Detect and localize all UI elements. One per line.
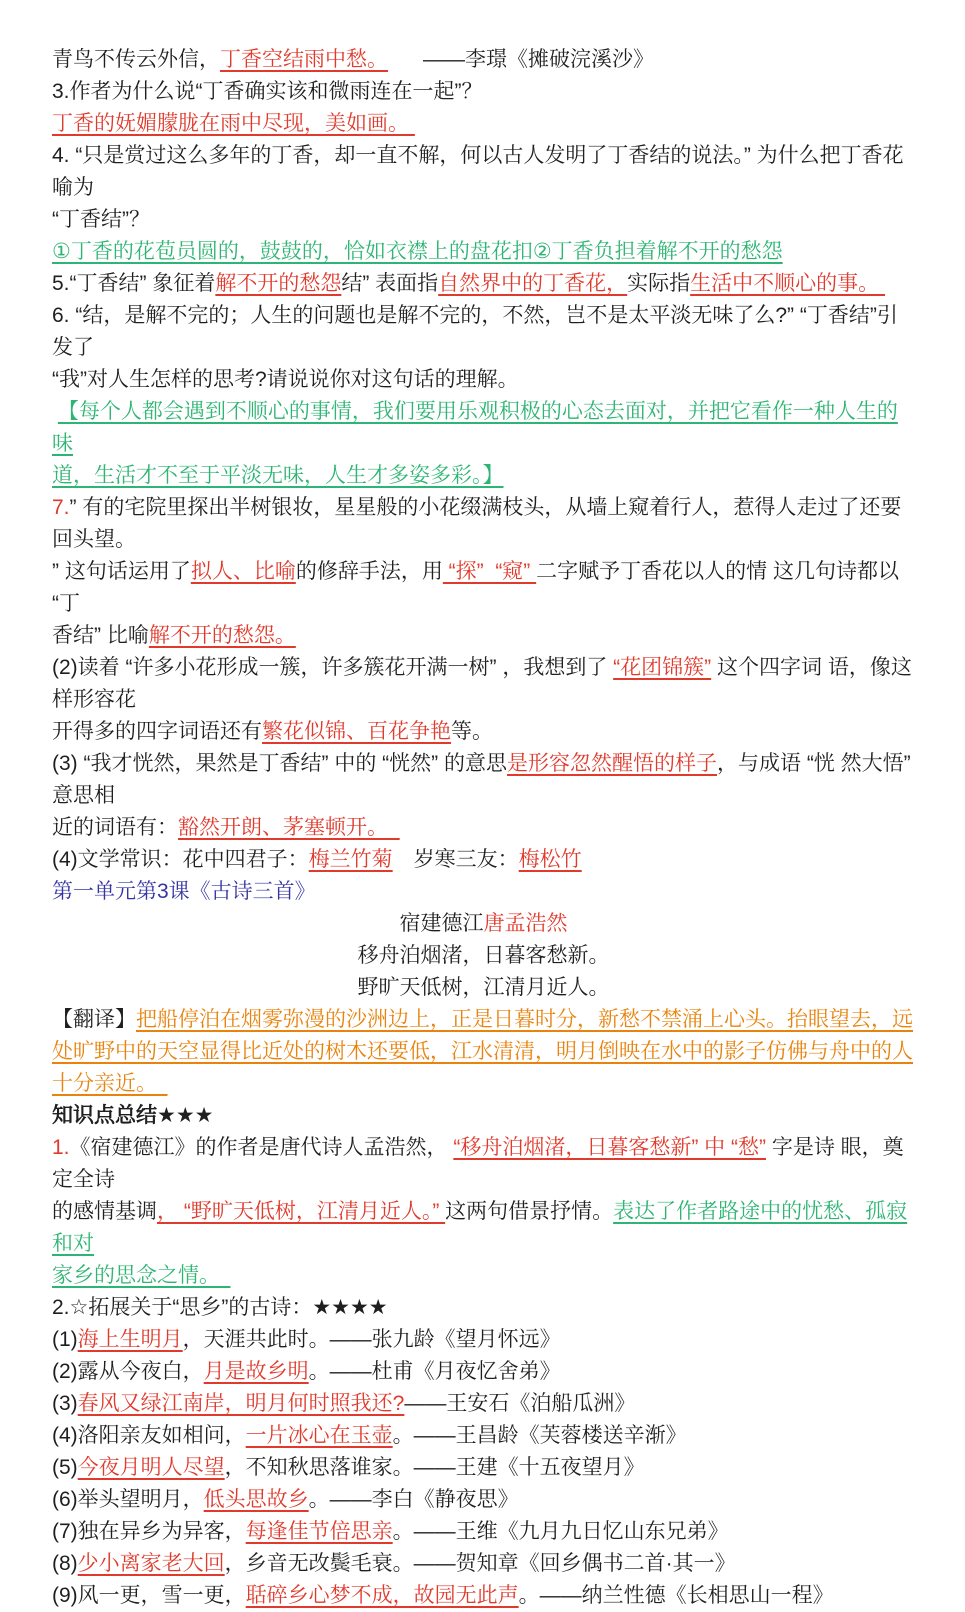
text-line	[52, 940, 915, 972]
text-line	[52, 972, 915, 1004]
text-run: 青鸟不传云外信，	[52, 48, 220, 71]
text-run: 低头思故乡	[203, 1488, 309, 1511]
text-run: 字是诗 眼，奠定全诗	[52, 1136, 904, 1191]
text-run: 岁寒三友：	[392, 848, 519, 871]
text-run: 。——纳兰性德《长相思山一程》	[518, 1584, 834, 1607]
text-run: 解不开的愁怨。	[148, 624, 296, 647]
text-line	[52, 652, 915, 716]
text-run: 。——李白《静夜思》	[308, 1488, 519, 1511]
text-run: “移舟泊烟渚，日暮客愁新” 中 “愁”	[453, 1136, 766, 1159]
text-line	[52, 492, 915, 556]
text-run: 4. “只是赏过这么多年的丁香，却一直不解，何以古人发明了丁香结的说法。” 为什么把丁香花喻为	[52, 144, 904, 199]
text-run: (8)	[52, 1552, 78, 1575]
text-line	[52, 1068, 915, 1100]
text-line	[52, 1484, 915, 1516]
text-run: 生活中不顺心的事。	[690, 272, 886, 295]
text-run: 结” 表面指	[341, 272, 439, 295]
text-line	[52, 716, 915, 748]
text-line	[52, 1004, 915, 1036]
text-run: 【每个人都会遇到不顺心的事情，我们要用乐观积极的心态去面对，并把它看作一种人生的味	[52, 400, 898, 455]
text-run: 。——王昌龄《芙蓉楼送辛渐》	[392, 1424, 687, 1447]
text-line	[52, 76, 915, 108]
text-run: 解不开的愁怨	[215, 272, 342, 295]
text-run: “丁香结”？	[52, 208, 150, 231]
text-run: ， “野旷天低树，江清月近人。”	[157, 1200, 446, 1223]
text-run: 这两句借景抒情。	[445, 1200, 614, 1223]
text-run: ” 这句话运用了	[52, 560, 191, 583]
text-run: 5.“丁香结” 象征着	[52, 272, 216, 295]
text-run: ，不知秋思落谁家。——王建《十五夜望月》	[224, 1456, 645, 1479]
text-run: 近的词语有：	[52, 816, 178, 839]
text-run: 。——杜甫《月夜忆舍弟》	[308, 1360, 561, 1383]
text-line	[52, 460, 915, 492]
text-run: 今夜月明人尽望	[77, 1456, 225, 1479]
text-line	[52, 748, 915, 812]
text-line	[52, 1100, 915, 1132]
text-run: 梅松竹	[518, 848, 582, 871]
text-run: 7.	[52, 496, 70, 519]
text-line	[52, 204, 915, 236]
text-line	[52, 620, 915, 652]
text-line	[52, 556, 915, 620]
text-line	[52, 1516, 915, 1548]
text-run: 自然界中的丁香花，	[438, 272, 628, 295]
text-run: 的修辞手法，用	[295, 560, 443, 583]
text-run: 开得多的四字词语还有	[52, 720, 262, 743]
text-run: 野旷天低树，江清月近人。	[357, 976, 610, 999]
text-line	[52, 1132, 915, 1196]
text-run: 唐孟浩然	[483, 912, 568, 935]
text-run: 等。	[451, 720, 493, 743]
text-run: ” 有的宅院里探出半树银妆，星星般的小花缀满枝头，从墙上窥着行人，惹得人走过了还要 回头望。	[52, 496, 908, 551]
text-run: 。——王维《九月九日忆山东兄弟》	[392, 1520, 729, 1543]
text-run: 繁花似锦、百花争艳	[262, 720, 451, 743]
text-run: 2.☆拓展关于“思乡”的古诗：★★★★	[52, 1296, 388, 1319]
text-run: 每逢佳节倍思亲	[245, 1520, 393, 1543]
text-run: 这个四字词 语，像这样形容花	[52, 656, 912, 711]
text-line	[52, 812, 915, 844]
text-run: ，与成语 “恍 然大悟” 意思相	[52, 752, 917, 807]
document-body	[52, 44, 915, 1612]
text-line	[52, 1036, 915, 1068]
text-run: 【翻译】	[52, 1008, 136, 1031]
text-run: 丁香的妩媚朦胧在雨中尽现，美如画。	[52, 112, 415, 135]
text-run: (7)独在异乡为异客，	[52, 1520, 246, 1543]
text-line	[52, 396, 915, 460]
text-run: “探” “窥”	[442, 560, 537, 583]
text-run: 一片冰心在玉壶	[245, 1424, 393, 1447]
text-run: 知识点总结★★★	[52, 1104, 214, 1127]
text-run: (5)	[52, 1456, 78, 1479]
text-line	[52, 1196, 915, 1260]
text-run: 十分亲近。	[52, 1072, 168, 1095]
text-run: 实际指	[627, 272, 691, 295]
text-line	[52, 1324, 915, 1356]
text-run: 移舟泊烟渚，日暮客愁新。	[357, 944, 610, 967]
text-line	[52, 268, 915, 300]
text-run: (2)露从今夜白，	[52, 1360, 204, 1383]
text-run: 香结” 比喻	[52, 624, 149, 647]
text-run: 的感情基调	[52, 1200, 157, 1223]
text-run: “我”对人生怎样的思考?请说说你对这句话的理解。	[52, 368, 519, 391]
text-line	[52, 44, 915, 76]
text-run: 春风又绿江南岸，明月何时照我还?	[77, 1392, 405, 1415]
text-line	[52, 1356, 915, 1388]
text-line	[52, 300, 915, 364]
text-run: 第一单元第3课《古诗三首》	[52, 880, 316, 903]
text-run: (9)风一更，雪一更，	[52, 1584, 246, 1607]
text-run: 处旷野中的天空显得比近处的树木还要低，江水清清，明月倒映在水中的影子仿佛与舟中的人	[52, 1040, 913, 1063]
text-run: 海上生明月	[77, 1328, 183, 1351]
text-line	[52, 1260, 915, 1292]
text-run: ——李璟《摊破浣溪沙》	[388, 48, 655, 71]
text-run: 是形容忽然醒悟的样子	[506, 752, 717, 775]
text-run: (3) “我才恍然，果然是丁香结” 中的 “恍然” 的意思	[52, 752, 507, 775]
text-run: 梅兰竹菊	[308, 848, 393, 871]
text-run: 宿建德江	[399, 912, 484, 935]
text-run: (2)读着 “许多小花形成一簇，许多簇花开满一树” ，我想到了	[52, 656, 614, 679]
text-run: “花团锦簇”	[613, 656, 712, 679]
text-run: 少小离家老大回	[77, 1552, 225, 1575]
text-run: 月是故乡明	[203, 1360, 309, 1383]
text-line	[52, 108, 915, 140]
text-run: 3.作者为什么说“丁香确实该和微雨连在一起”？	[52, 80, 483, 103]
text-run: 聒碎乡心梦不成，故园无此声	[245, 1584, 519, 1607]
text-line	[52, 140, 915, 204]
text-run: 二字赋予丁香花以人的情 这几句诗都以 “丁	[52, 560, 905, 615]
text-line	[52, 908, 915, 940]
text-line	[52, 364, 915, 396]
text-line	[52, 1292, 915, 1324]
text-line	[52, 1452, 915, 1484]
text-run: (1)	[52, 1328, 78, 1351]
text-run: (4)洛阳亲友如相问，	[52, 1424, 246, 1447]
text-run: 丁香空结雨中愁。	[220, 48, 388, 71]
text-run: 拟人、比喻	[190, 560, 296, 583]
text-run: (3)	[52, 1392, 78, 1415]
text-run: 1.	[52, 1136, 70, 1159]
text-run: 6. “结，是解不完的；人生的问题也是解不完的，不然，岂不是太平淡无味了么?” “丁香结”引发了	[52, 304, 898, 359]
text-run: 表达了作者路途中的忧愁、孤寂和对	[52, 1200, 908, 1255]
text-run: 家乡的思念之情。	[52, 1264, 231, 1287]
text-run: ，乡音无改鬓毛衰。——贺知章《回乡偶书二首·其一》	[224, 1552, 736, 1575]
text-line	[52, 1548, 915, 1580]
text-run: (4)文学常识：花中四君子：	[52, 848, 309, 871]
text-line	[52, 1580, 915, 1612]
text-run: 道，生活才不至于平淡无味，人生才多姿多彩。】	[52, 464, 504, 487]
text-line	[52, 876, 915, 908]
text-line	[52, 1420, 915, 1452]
text-run: ——王安石《泊船瓜洲》	[404, 1392, 636, 1415]
text-run: ，天涯共此时。——张九龄《望月怀远》	[182, 1328, 561, 1351]
text-run: 把船停泊在烟雾弥漫的沙洲边上，正是日暮时分，新愁不禁涌上心头。抬眼望去，远	[136, 1008, 913, 1031]
text-line	[52, 844, 915, 876]
text-line	[52, 1388, 915, 1420]
text-run: (6)举头望明月，	[52, 1488, 204, 1511]
text-run: ①丁香的花苞员圆的，鼓鼓的，恰如衣襟上的盘花扣②丁香负担着解不开的愁怨	[52, 240, 783, 263]
text-line	[52, 236, 915, 268]
text-run: 豁然开朗、茅塞顿开。	[178, 816, 400, 839]
text-run: 《宿建德江》的作者是唐代诗人孟浩然，	[69, 1136, 454, 1159]
